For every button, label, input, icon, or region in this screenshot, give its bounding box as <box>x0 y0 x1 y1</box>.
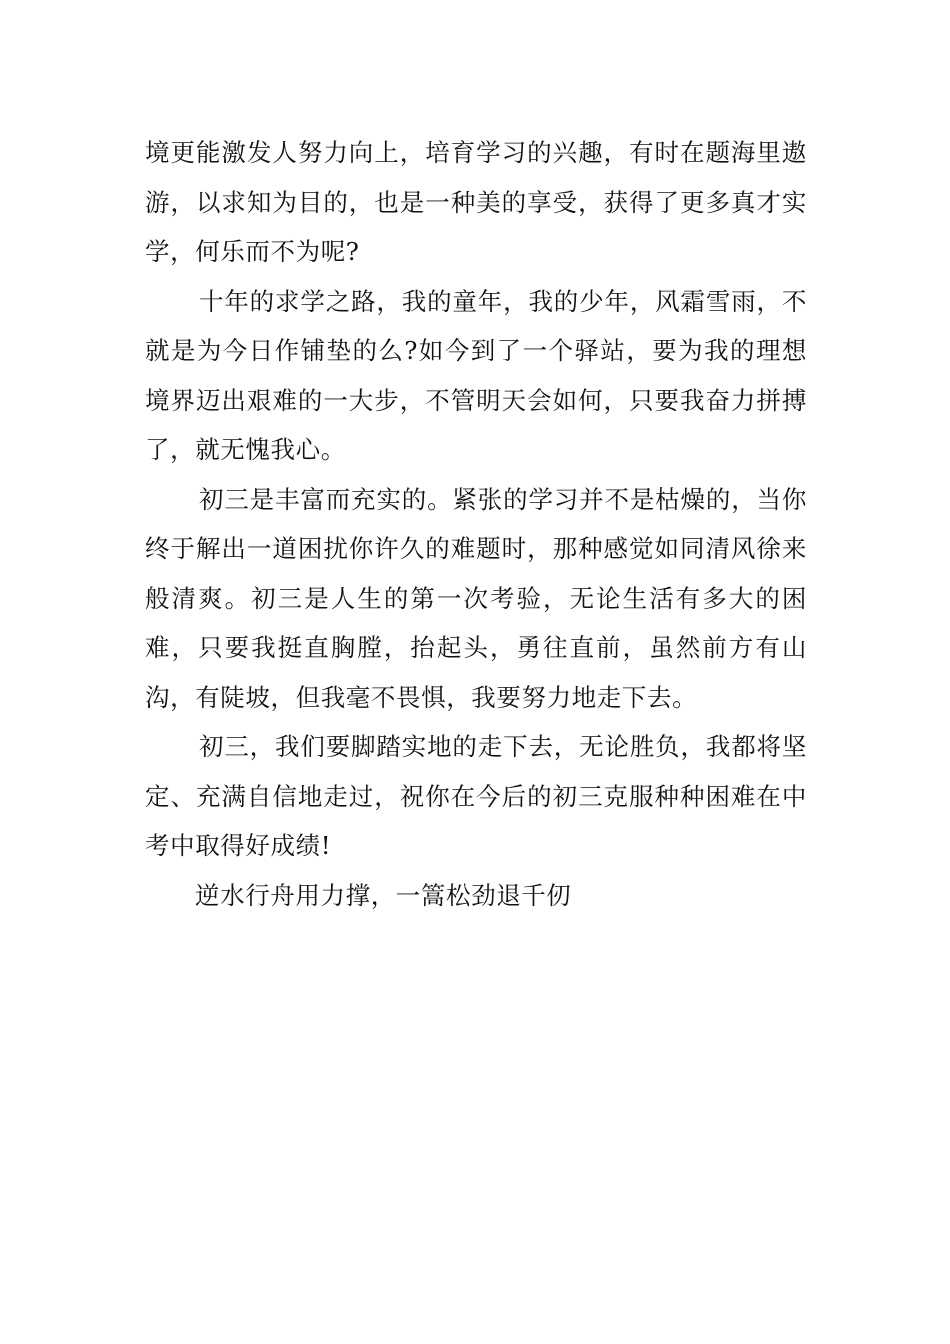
document-body <box>145 128 807 920</box>
closing-proverb: 逆水行舟用力撑，一篙松劲退千仞 <box>195 880 572 910</box>
paragraph-continued: 境更能激发人努力向上，培育学习的兴趣，有时在题海里遨游，以求知为目的，也是一种美的享受，获得了更多真才实学，何乐而不为呢? <box>145 138 807 266</box>
paragraph-grade-nine: 初三是丰富而充实的。紧张的学习并不是枯燥的，当你终于解出一道困扰你许久的难题时，那种感觉如同清风徐来般清爽。初三是人生的第一次考验，无论生活有多大的困难，只要我挺直胸膛，抬起头，勇往直前，虽然前方有山沟，有陡坡，但我毫不畏惧，我要努力地走下去。 <box>145 484 807 712</box>
paragraph-study-road: 十年的求学之路，我的童年，我的少年，风霜雪雨，不就是为今日作铺垫的么?如今到了一个驿站，要为我的理想境界迈出艰难的一大步，不管明天会如何，只要我奋力拼搏了，就无愧我心。 <box>145 286 807 464</box>
paragraph-encouragement: 初三，我们要脚踏实地的走下去，无论胜负，我都将坚定、充满自信地走过，祝你在今后的初三克服种种困难在中考中取得好成绩! <box>145 732 807 860</box>
